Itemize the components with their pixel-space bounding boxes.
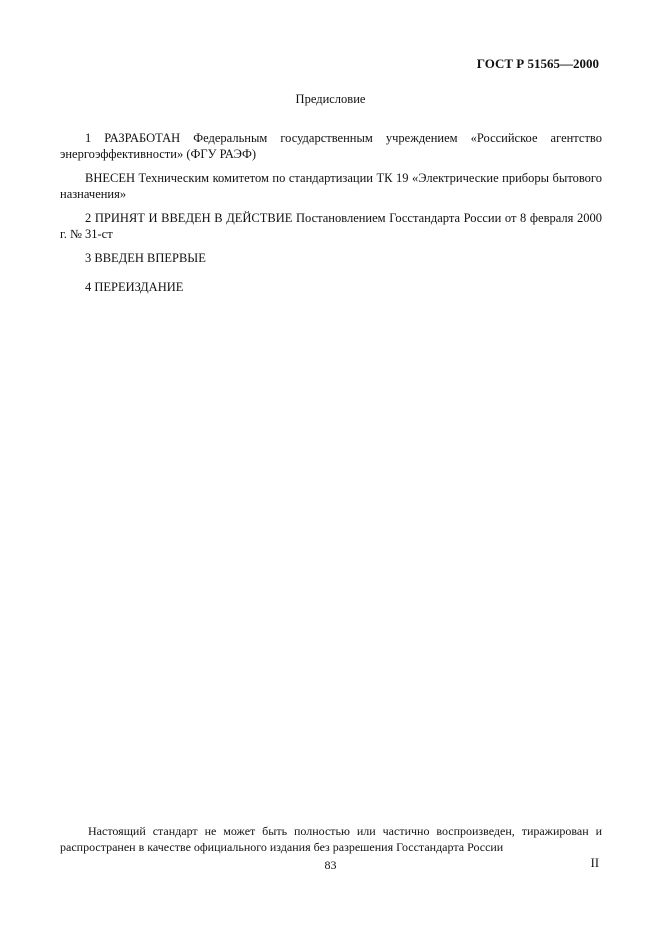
document-code: ГОСТ Р 51565—2000 [476, 56, 599, 71]
paragraph-reissue: 4 ПЕРЕИЗДАНИЕ [85, 279, 184, 294]
paragraph-developed-by: 1 РАЗРАБОТАН Федеральным государственным учреждением «Российское агентство энергоэффективности» (ФГУ РАЭФ) [60, 130, 602, 161]
paragraph-first-introduced: 3 ВВЕДЕН ВПЕРВЫЕ [85, 250, 206, 265]
copyright-notice: Настоящий стандарт не может быть полностью или частично воспроизведен, тиражирован и распространен в качестве официального издания без разрешения Госстандарта России [60, 824, 602, 854]
paragraph-adopted: 2 ПРИНЯТ И ВВЕДЕН В ДЕЙСТВИЕ Постановлением Госстандарта России от 8 февраля 2000 г. № 31-ст [60, 210, 602, 241]
section-title: Предисловие [295, 92, 366, 106]
paragraph-introduced-by: ВНЕСЕН Техническим комитетом по стандартизации ТК 19 «Электрические приборы бытового назначения» [60, 170, 602, 201]
roman-page-number: II [590, 856, 599, 870]
page-number: 83 [324, 858, 337, 872]
